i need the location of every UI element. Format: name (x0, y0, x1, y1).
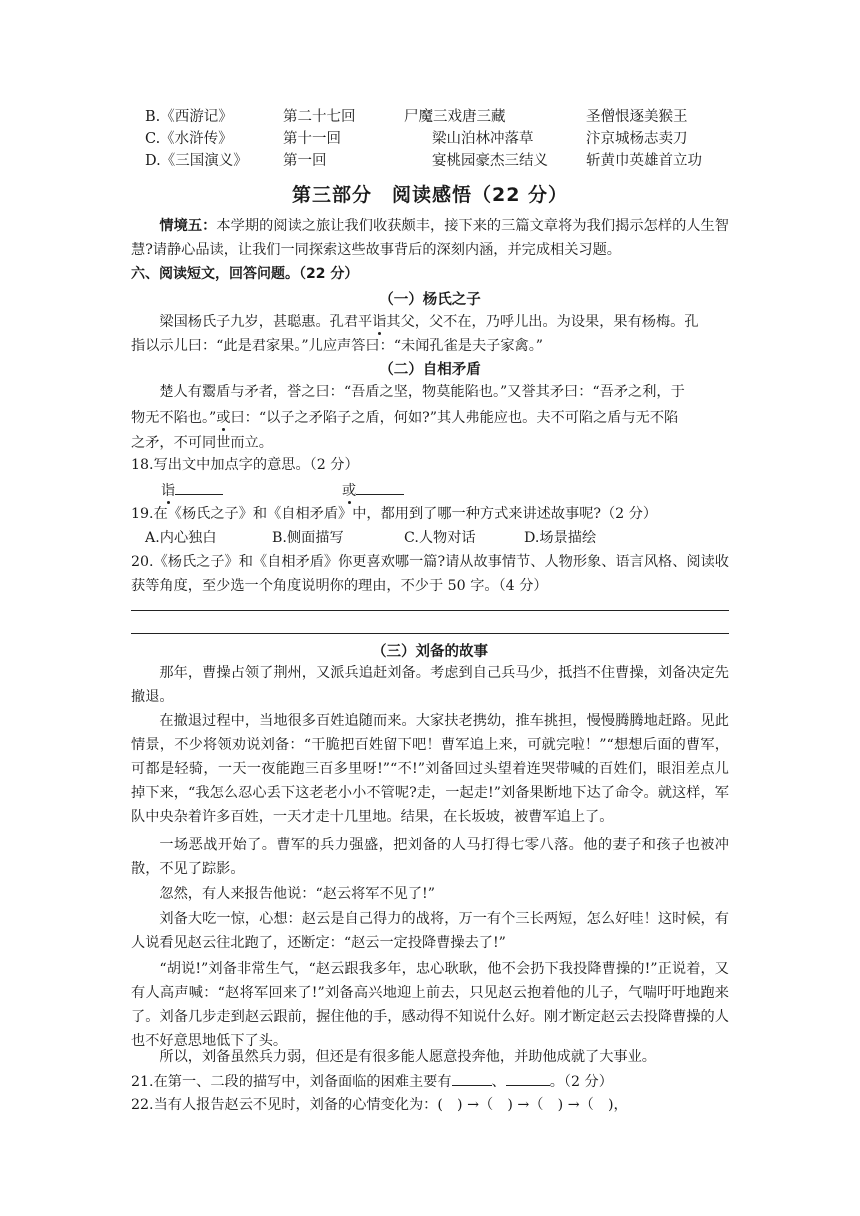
option-title-2: 斩黄巾英雄首立功 (586, 153, 702, 169)
story-3-paragraph-5: 刘备大吃一惊，心想：赵云是自己得力的战将，万一有个三长两短，怎么好哇！这时候，有人说看见赵云往北跑了，还断定：“赵云一定投降曹操去了!” (131, 911, 729, 951)
scenario-label: 情境五： (159, 218, 217, 234)
story-2-line-2: 物无不陷也。”或曰：“以子之矛陷子之盾，何如?”其人弗能应也。夫不可陷之盾与无不陷 (131, 410, 679, 426)
story-3-title: （三）刘备的故事 (372, 644, 488, 660)
scenario-paragraph (131, 214, 729, 262)
question-20: 20.《杨氏之子》和《自相矛盾》你更喜欢哪一篇?请从故事情节、人物形象、语言风格、阅读收获等角度，至少选一个角度说明你的理由，不少于 50 字。（4 分） (131, 554, 729, 594)
story-1-title: （一）杨氏之子 (379, 292, 481, 308)
answer-line-2[interactable] (131, 633, 729, 634)
story-3-paragraph-3: 一场恶战开始了。曹军的兵力强盛，把刘备的人马打得七零八落。他的妻子和孩子也被冲散，不见了踪影。 (131, 837, 729, 877)
answer-blank[interactable] (356, 478, 404, 495)
option-chapter: 第二十七回 (283, 109, 356, 125)
story-3-paragraph-2: 在撤退过程中，当地很多百姓追随而来。大家扶老携幼，推车挑担，慢慢腾腾地赶路。见此情景，不少将领劝说刘备：“干脆把百姓留下吧！曹军追上来，可就完啦！”“想想后面的曹军，可都是轻骑，一天一夜能跑三百多里呀!”“不!”刘备回过头望着连哭带喊的百姓们，眼泪差点儿掉下来，“我怎么忍心丢下这老老小小不管呢?走，一起走!”刘备果断地下达了命令。就这样，军队中央杂着许多百姓，一天才走十几里地。结果，在长坂坡，被曹军追上了。 (131, 713, 729, 825)
choice-d[interactable]: D.场景描绘 (524, 530, 597, 546)
answer-blank[interactable] (452, 1069, 492, 1086)
question-18: 18.写出文中加点字的意思。（2 分） (131, 457, 359, 473)
story-2-line-3: 之矛，不可同世而立。 (131, 435, 273, 451)
story-3-paragraph-6: “胡说!”刘备非常生气，“赵云跟我多年，忠心耿耿，他不会扔下我投降曹操的!”正说着，又有人高声喊：“赵将军回来了!”刘备高兴地迎上前去，只见赵云抱着他的儿子，气喘吁吁地跑来了。刘备几步走到赵云跟前，握住他的手，感动得不知说什么好。刚才断定赵云去投降曹操的人也不好意思地低下了头。 (131, 961, 729, 1049)
section-title: 第三部分 阅读感悟（22 分） (291, 184, 569, 206)
choice-b[interactable]: B.侧面描写 (272, 530, 344, 546)
dotted-char: 诣 (372, 314, 387, 330)
answer-line-1[interactable] (131, 610, 729, 611)
answer-item-2: 或 (342, 478, 404, 503)
choice-a[interactable]: A.内心独白 (145, 530, 217, 546)
story-3-paragraph-1: 那年，曹操占领了荆州，又派兵追赶刘备。考虑到自己兵马少，抵挡不住曹操，刘备决定先撤退。 (131, 665, 729, 705)
option-title-1: 尸魔三戏唐三藏 (404, 109, 506, 125)
scenario-text: 本学期的阅读之旅让我们收获颇丰，接下来的三篇文章将为我们揭示怎样的人生智慧?请静心品读，让我们一同探索这些故事背后的深刻内涵，并完成相关习题。 (131, 218, 729, 258)
story-3-paragraph-4: 忽然，有人来报告他说：“赵云将军不见了!” (159, 886, 435, 902)
option-book: D.《三国演义》 (145, 153, 248, 169)
question-6-heading: 六、阅读短文，回答问题。（22 分） (131, 266, 359, 282)
option-title-2: 汴京城杨志卖刀 (586, 131, 688, 147)
option-chapter: 第十一回 (283, 131, 341, 147)
answer-blank[interactable] (175, 478, 223, 495)
story-1-text-line-2: 指以示儿曰：“此是君家果。”儿应声答曰：“未闻孔雀是夫子家禽。” (131, 338, 544, 354)
story-2-title: （二）自相矛盾 (379, 362, 481, 378)
option-title-1: 宴桃园豪杰三结义 (432, 153, 548, 169)
question-22: 22.当有人报告赵云不见时，刘备的心情变化为：( ) →（ ) →（ ) →（ )， (131, 1097, 628, 1113)
option-book: B.《西游记》 (145, 109, 233, 125)
option-chapter: 第一回 (283, 153, 327, 169)
option-book: C.《水浒传》 (145, 131, 233, 147)
answer-blank[interactable] (506, 1069, 550, 1086)
dotted-char: 或 (216, 410, 231, 426)
question-21: 21.在第一、二段的描写中，刘备面临的困难主要有 、 。（2 分） (131, 1069, 731, 1094)
option-title-2: 圣僧恨逐美猴王 (586, 109, 688, 125)
option-title-1: 梁山泊林冲落草 (432, 131, 534, 147)
story-1-text: 梁国杨氏子九岁，甚聪惠。孔君平诣其父，父不在，乃呼儿出。为设果，果有杨梅。孔 (159, 314, 699, 330)
question-19: 19.在《杨氏之子》和《自相矛盾》中，都用到了哪一种方式来讲述故事呢?（2 分） (131, 506, 658, 522)
choice-c[interactable]: C.人物对话 (404, 530, 476, 546)
story-2-line-1: 楚人有鬻盾与矛者，誉之曰：“吾盾之坚，物莫能陷也。”又誉其矛曰：“吾矛之利，于 (159, 384, 685, 400)
story-3-paragraph-7: 所以，刘备虽然兵力弱，但还是有很多能人愿意投奔他，并助他成就了大事业。 (159, 1049, 656, 1065)
answer-item-1: 诣 (161, 478, 223, 503)
